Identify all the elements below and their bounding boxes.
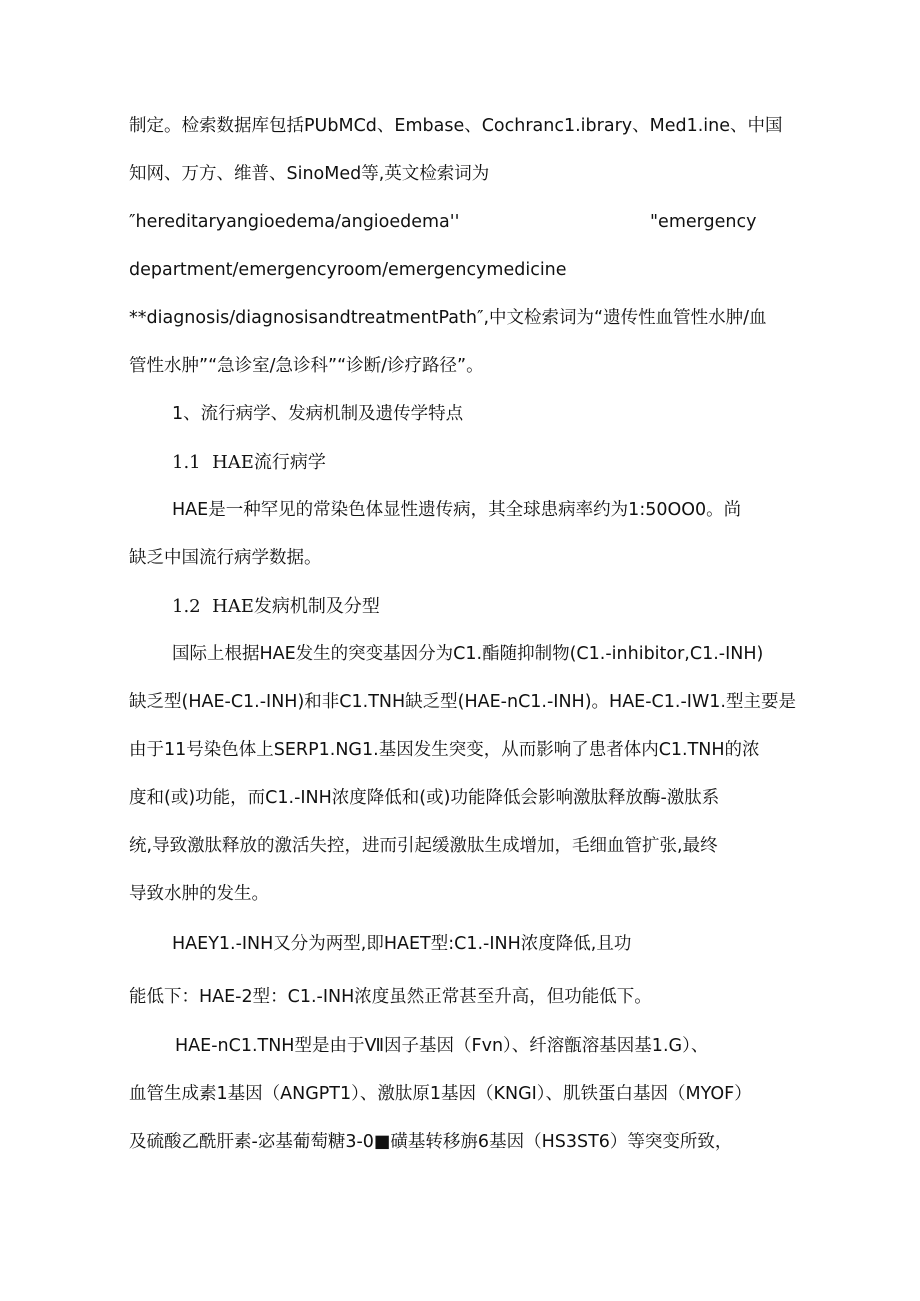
text-line: 缺乏型(HAE-C1.-INH)和非C1.TNH缺乏型(HAE-nC1.-INH)。HAE-C1.-IW1.型主要是 <box>129 692 796 712</box>
text-line: 管性水肿”“急诊室/急诊科”“诊断/诊疗路径”。 <box>129 356 484 376</box>
text-line: 制定。检索数据库包括PUbMCd、Embase、Cochranc1.ibrary、Med1.ine、中国 <box>129 116 783 136</box>
text-line: 由于11号染色体上SERP1.NG1.基因发生突变，从而影响了患者体内C1.TNH的浓 <box>129 740 760 760</box>
subsection-heading: 1.2 HAE发病机制及分型 <box>172 596 380 617</box>
section-heading: 1、流行病学、发病机制及遗传学特点 <box>172 404 464 424</box>
text-line: 导致水肿的发生。 <box>129 884 269 904</box>
text-line: HAE是一种罕见的常染色体显性遗传病，其全球患病率约为1:50OO0。尚 <box>172 500 742 520</box>
text-line: 缺乏中国流行病学数据。 <box>129 548 322 568</box>
text-line: 知网、万方、维普、SinoMed等,英文检索词为 <box>129 164 490 184</box>
text-line: 血管生成素1基因（ANGPT1）、激肽原1基因（KNGI）、肌铁蛋白基因（MYOF） <box>129 1084 752 1104</box>
text-line: 及硫酸乙酰肝素-宓基葡萄糖3-0■磺基转移旃6基因（HS3ST6）等突变所致， <box>129 1132 733 1152</box>
text-line: 度和(或)功能，而C1.-INH浓度降低和(或)功能降低会影响激肽释放酶-激肽系 <box>129 788 720 808</box>
text-line: "emergency <box>650 212 757 232</box>
text-line: HAE-nC1.TNH型是由于Ⅶ因子基因（Fvn）、纤溶甑溶基因基1.G）、 <box>175 1036 709 1056</box>
text-line: department/emergencyroom/emergencymedicine <box>129 260 567 280</box>
text-line: 国际上根据HAE发生的突变基因分为C1.酯随抑制物(C1.-inhibitor,C1.-INH) <box>172 644 764 664</box>
text-line: HAEY1.-INH又分为两型,即HAET型:C1.-INH浓度降低,且功 <box>172 934 632 954</box>
text-line: 统,导致激肽释放的激活失控，进而引起缓激肽生成增加，毛细血管扩张,最终 <box>129 836 718 856</box>
text-line: 能低下：HAE-2型：C1.-INH浓度虽然正常甚至升高，但功能低下。 <box>129 987 652 1007</box>
text-line: **diagnosis/diagnosisandtreatmentPath″,中文检索词为“遗传性血管性水肿/血 <box>129 308 767 328</box>
subsection-heading: 1.1 HAE流行病学 <box>172 452 326 473</box>
text-line: ″hereditaryangioedema/angioedema'' <box>129 212 460 232</box>
